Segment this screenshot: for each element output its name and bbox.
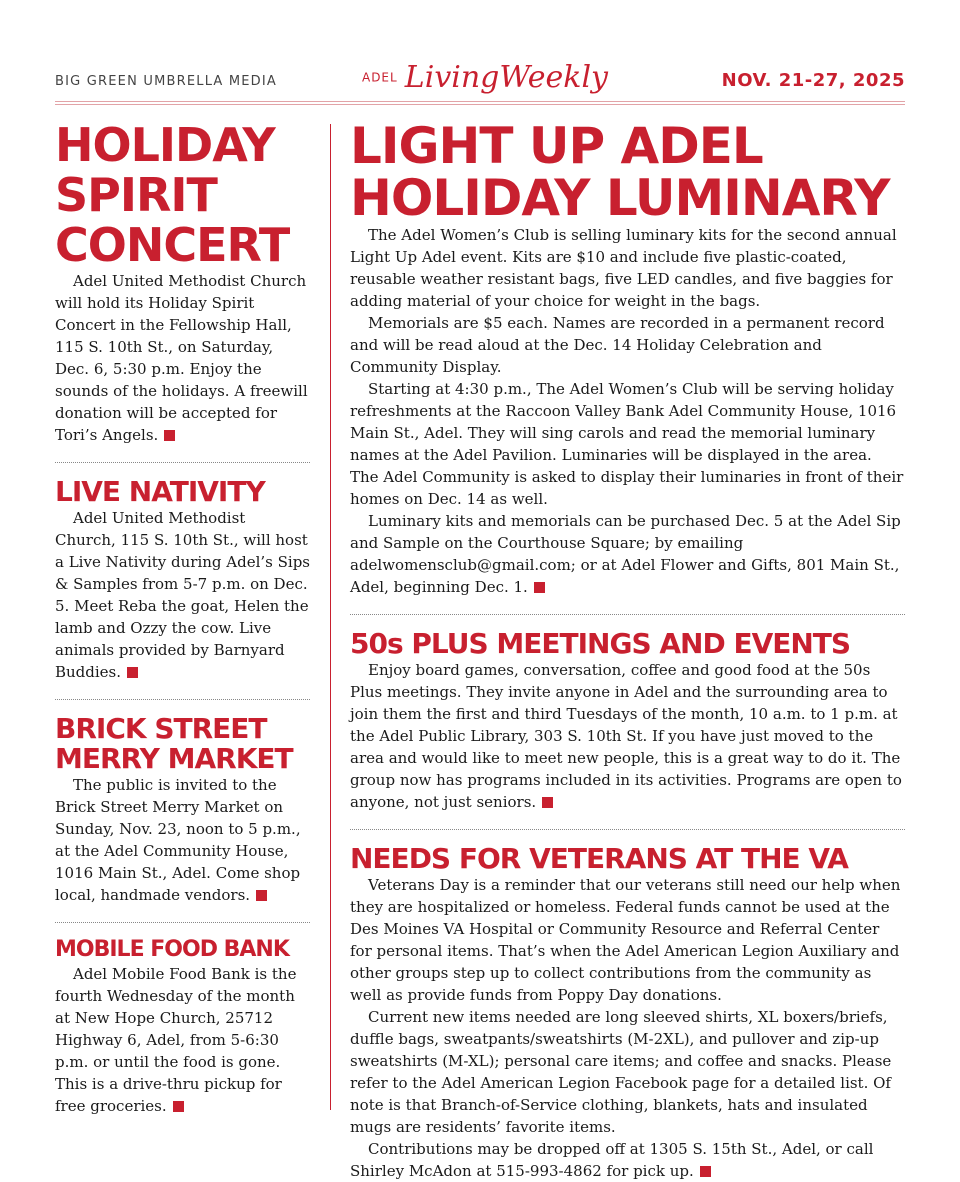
paragraph: The Adel Women’s Club is selling luminary kits for the second annual Light Up Adel event. Kits are $10 and include five plastic-coated, reusable weather resistant bags, five LED candles, and five baggies for adding material of your choice for weight in the bags. — [350, 226, 897, 310]
paragraph: Adel Mobile Food Bank is the fourth Wednesday of the month at New Hope Church, 25712 Highway 6, Adel, from 5-6:30 p.m. or until the food is gone. This is a drive-thru pickup for free groceries. — [55, 965, 297, 1115]
headline: HOLIDAY SPIRIT CONCERT — [55, 118, 290, 272]
paragraph: Starting at 4:30 p.m., The Adel Women’s Club will be serving holiday refreshments at the Raccoon Valley Bank Adel Community House, 1016 Main St., Adel. They will sing carols and read the memorial luminary names at the Adel Pavilion. Luminaries will be displayed in the area. The Adel Community is asked to display their luminaries in front of their homes on Dec. 14 as well. — [350, 380, 904, 508]
headline: NEEDS FOR VETERANS AT THE VA — [350, 842, 848, 875]
masthead — [55, 60, 905, 100]
end-mark-icon — [164, 430, 175, 441]
story-live-nativity — [55, 477, 310, 683]
end-mark-icon — [127, 667, 138, 678]
paragraph: Memorials are $5 each. Names are recorded in a permanent record and will be read aloud at the Dec. 14 Holiday Celebration and Community Display. — [350, 314, 885, 376]
headline: 50s PLUS MEETINGS AND EVENTS — [350, 627, 851, 660]
story-light-up-adel — [350, 117, 905, 598]
column-divider — [330, 124, 331, 1110]
masthead-rule — [55, 101, 905, 102]
publisher-name: BIG GREEN UMBRELLA MEDIA — [55, 74, 278, 89]
headline: LIVE NATIVITY — [55, 475, 265, 508]
brand-adel: ADEL — [361, 70, 398, 85]
end-mark-icon — [256, 890, 267, 901]
headline: BRICK STREET MERRY MARKET — [55, 712, 293, 775]
divider — [55, 699, 310, 700]
paragraph: Adel United Methodist Church will hold its Holiday Spirit Concert in the Fellowship Hall, 115 S. 10th St., on Saturday, Dec. 6, 5:30 p.m. Enjoy the sounds of the holidays. A freewill donation will be accepted for Tori’s Angels. — [55, 272, 308, 444]
masthead-rule-2 — [55, 104, 905, 105]
end-mark-icon — [700, 1166, 711, 1177]
paragraph: Enjoy board games, conversation, coffee and good food at the 50s Plus meetings. They invite anyone in Adel and the surrounding area to join them the first and third Tuesdays of the month, 10 a.m. to 1 p.m. at the Adel Public Library, 303 S. 10th St. If you have just moved to the area and would like to meet new people, this is a great way to do it. The group now has programs included in its activities. Programs are open to anyone, not just seniors. — [350, 661, 902, 811]
brand-weekly: Weekly — [499, 60, 609, 95]
headline: LIGHT UP ADEL HOLIDAY LUMINARY — [350, 117, 890, 227]
issue-date: NOV. 21-27, 2025 — [721, 70, 905, 91]
divider — [55, 922, 310, 923]
headline: MOBILE FOOD BANK — [55, 937, 289, 962]
right-column — [350, 117, 905, 1182]
paragraph: The public is invited to the Brick Street Merry Market on Sunday, Nov. 23, noon to 5 p.m., at the Adel Community House, 1016 Main St., Adel. Come shop local, handmade vendors. — [55, 776, 301, 904]
paragraph: Current new items needed are long sleeved shirts, XL boxers/briefs, duffle bags, sweatpants/sweatshirts (M-2XL), and pullover and zip-up sweatshirts (M-XL); personal care items; and coffee and snacks. Please refer to the Adel American Legion Facebook page for a detailed list. Of note is that Branch-of-Service clothing, blankets, hats and insulated mugs are residents’ favorite items. — [350, 1008, 892, 1136]
story-holiday-spirit-concert — [55, 120, 310, 446]
brand-logo — [355, 60, 615, 95]
paragraph: Luminary kits and memorials can be purchased Dec. 5 at the Adel Sip and Sample on the Courthouse Square; by emailing adelwomensclub@gmail.com; or at Adel Flower and Gifts, 801 Main St., Adel, beginning Dec. 1. — [350, 512, 901, 596]
divider — [350, 614, 905, 615]
end-mark-icon — [542, 797, 553, 808]
brand-living: Living — [404, 60, 500, 95]
end-mark-icon — [173, 1101, 184, 1112]
end-mark-icon — [534, 582, 545, 593]
paragraph: Veterans Day is a reminder that our veterans still need our help when they are hospitalized or homeless. Federal funds cannot be used at the Des Moines VA Hospital or Community Resource and Referral Center for personal items. That’s when the Adel American Legion Auxiliary and other groups step up to collect contributions from the community as well as provide funds from Poppy Day donations. — [350, 876, 901, 1004]
paragraph: Adel United Methodist Church, 115 S. 10th St., will host a Live Nativity during Adel’s Sips & Samples from 5-7 p.m. on Dec. 5. Meet Reba the goat, Helen the lamb and Ozzy the cow. Live animals provided by Barnyard Buddies. — [55, 509, 310, 681]
paragraph: Contributions may be dropped off at 1305 S. 15th St., Adel, or call Shirley McAdon at 515-993-4862 for pick up. — [350, 1140, 874, 1180]
story-mobile-food-bank — [55, 937, 310, 1117]
story-50s-plus — [350, 629, 905, 813]
left-column — [55, 120, 310, 1117]
story-needs-for-veterans — [350, 844, 905, 1182]
story-brick-street-merry-market — [55, 714, 310, 906]
divider — [55, 462, 310, 463]
divider — [350, 829, 905, 830]
